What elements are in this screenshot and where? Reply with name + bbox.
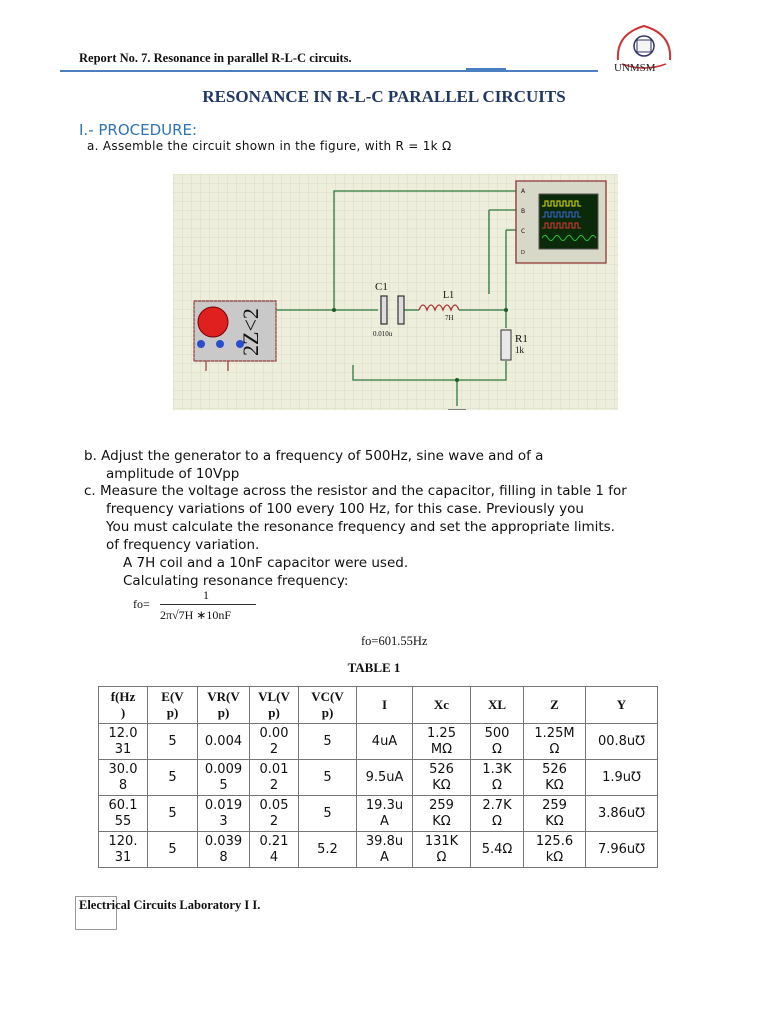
resonance-frequency-result: fo=601.55Hz [361, 634, 428, 648]
table-cell: 0.039 8 [198, 832, 250, 868]
col-header-vr: VR(V p) [198, 687, 250, 724]
table-cell: 1.25 MΩ [413, 724, 471, 760]
step-c-line2: frequency variations of 100 every 100 Hz, for this case. Previously you [106, 501, 584, 517]
page-title: RESONANCE IN R-L-C PARALLEL CIRCUITS [202, 87, 566, 106]
col-header-xl: XL [471, 687, 524, 724]
table-cell: 7.96u℧ [586, 832, 658, 868]
table-cell: 30.0 8 [99, 760, 148, 796]
step-c-line1: c. Measure the voltage across the resistor and the capacitor, filling in table 1 for [84, 483, 627, 499]
table-cell: 0.004 [198, 724, 250, 760]
table-cell: 125.6 kΩ [524, 832, 586, 868]
formula-fraction-bar [160, 604, 256, 605]
table-cell: 120. 31 [99, 832, 148, 868]
table-cell: 5 [148, 796, 198, 832]
header-divider [60, 70, 598, 72]
formula-denominator: 2π√7H ∗10nF [160, 608, 232, 622]
step-c-line4: of frequency variation. [106, 537, 260, 553]
footer-text: Electrical Circuits Laboratory I I. [79, 898, 261, 912]
header-divider-accent [466, 68, 506, 71]
col-header-e: E(V p) [148, 687, 198, 724]
table-row [99, 796, 658, 832]
table-cell: 5 [148, 724, 198, 760]
table-cell: 5 [299, 724, 357, 760]
table-cell: 5 [148, 832, 198, 868]
table-cell: 1.25M Ω [524, 724, 586, 760]
table-cell: 0.21 4 [250, 832, 299, 868]
table-cell: 259 KΩ [524, 796, 586, 832]
procedure-heading: I.- PROCEDURE: [79, 121, 198, 139]
l1-value: 7H [445, 314, 454, 322]
table-header-row [99, 687, 658, 724]
scope-channel-c: C [521, 228, 526, 235]
r1-label: R1 [515, 333, 528, 345]
table-cell: 0.05 2 [250, 796, 299, 832]
formula-numerator: 1 [203, 588, 209, 602]
table-cell: 0.019 3 [198, 796, 250, 832]
table-cell: 5 [299, 796, 357, 832]
table-cell: 00.8u℧ [586, 724, 658, 760]
l1-label: L1 [443, 290, 455, 301]
c1-value: 0.010u [373, 330, 393, 338]
table-cell: 39.8u A [357, 832, 413, 868]
scope-channel-b: B [521, 208, 526, 215]
table-row [99, 832, 658, 868]
scope-channel-a: A [521, 188, 526, 195]
report-header: Report No. 7. Resonance in parallel R-L-C circuits. [79, 51, 352, 65]
generator-display: 2Z<2 [238, 308, 263, 356]
table-cell: 0.00 2 [250, 724, 299, 760]
formula-lhs: fo= [133, 597, 150, 611]
table-row [99, 724, 658, 760]
table-cell: 3.86u℧ [586, 796, 658, 832]
table-cell: 19.3u A [357, 796, 413, 832]
table-cell: 2.7K Ω [471, 796, 524, 832]
r1-value: 1k [515, 345, 524, 355]
col-header-y: Y [586, 687, 658, 724]
c1-label: C1 [375, 281, 388, 293]
logo-text: UNMSM [614, 62, 656, 74]
step-b-line2: amplitude of 10Vpp [106, 466, 240, 482]
table-cell: 4uA [357, 724, 413, 760]
step-b [84, 447, 724, 483]
table-cell: 1.9u℧ [586, 760, 658, 796]
table-row [99, 760, 658, 796]
table-cell: 5.2 [299, 832, 357, 868]
measurement-table [98, 686, 658, 868]
table-cell: 0.01 2 [250, 760, 299, 796]
col-header-f: f(Hz ) [99, 687, 148, 724]
col-header-i: I [357, 687, 413, 724]
col-header-z: Z [524, 687, 586, 724]
table-cell: 12.0 31 [99, 724, 148, 760]
circuit-schematic [173, 174, 618, 410]
table-cell: 526 KΩ [524, 760, 586, 796]
table-cell: 131K Ω [413, 832, 471, 868]
table-cell: 5.4Ω [471, 832, 524, 868]
step-c-line6: Calculating resonance frequency: [123, 573, 349, 589]
col-header-xc: Xc [413, 687, 471, 724]
table-cell: 5 [299, 760, 357, 796]
table-cell: 500 Ω [471, 724, 524, 760]
table-cell: 9.5uA [357, 760, 413, 796]
step-c-line5: A 7H coil and a 10nF capacitor were used. [123, 555, 409, 571]
scope-channel-d: D [521, 250, 525, 256]
step-c-line3: You must calculate the resonance frequency and set the appropriate limits. [106, 519, 615, 535]
table-cell: 259 KΩ [413, 796, 471, 832]
table-cell: 526 KΩ [413, 760, 471, 796]
table-title: TABLE 1 [347, 660, 401, 675]
col-header-vc: VC(V p) [299, 687, 357, 724]
step-a-text: a. Assemble the circuit shown in the figure, with R = 1k Ω [87, 139, 452, 153]
col-header-vl: VL(V p) [250, 687, 299, 724]
table-cell: 1.3K Ω [471, 760, 524, 796]
table-cell: 0.009 5 [198, 760, 250, 796]
step-c [84, 482, 744, 590]
table-cell: 5 [148, 760, 198, 796]
step-b-line1: b. Adjust the generator to a frequency of 500Hz, sine wave and of a [84, 448, 544, 464]
table-cell: 60.1 55 [99, 796, 148, 832]
